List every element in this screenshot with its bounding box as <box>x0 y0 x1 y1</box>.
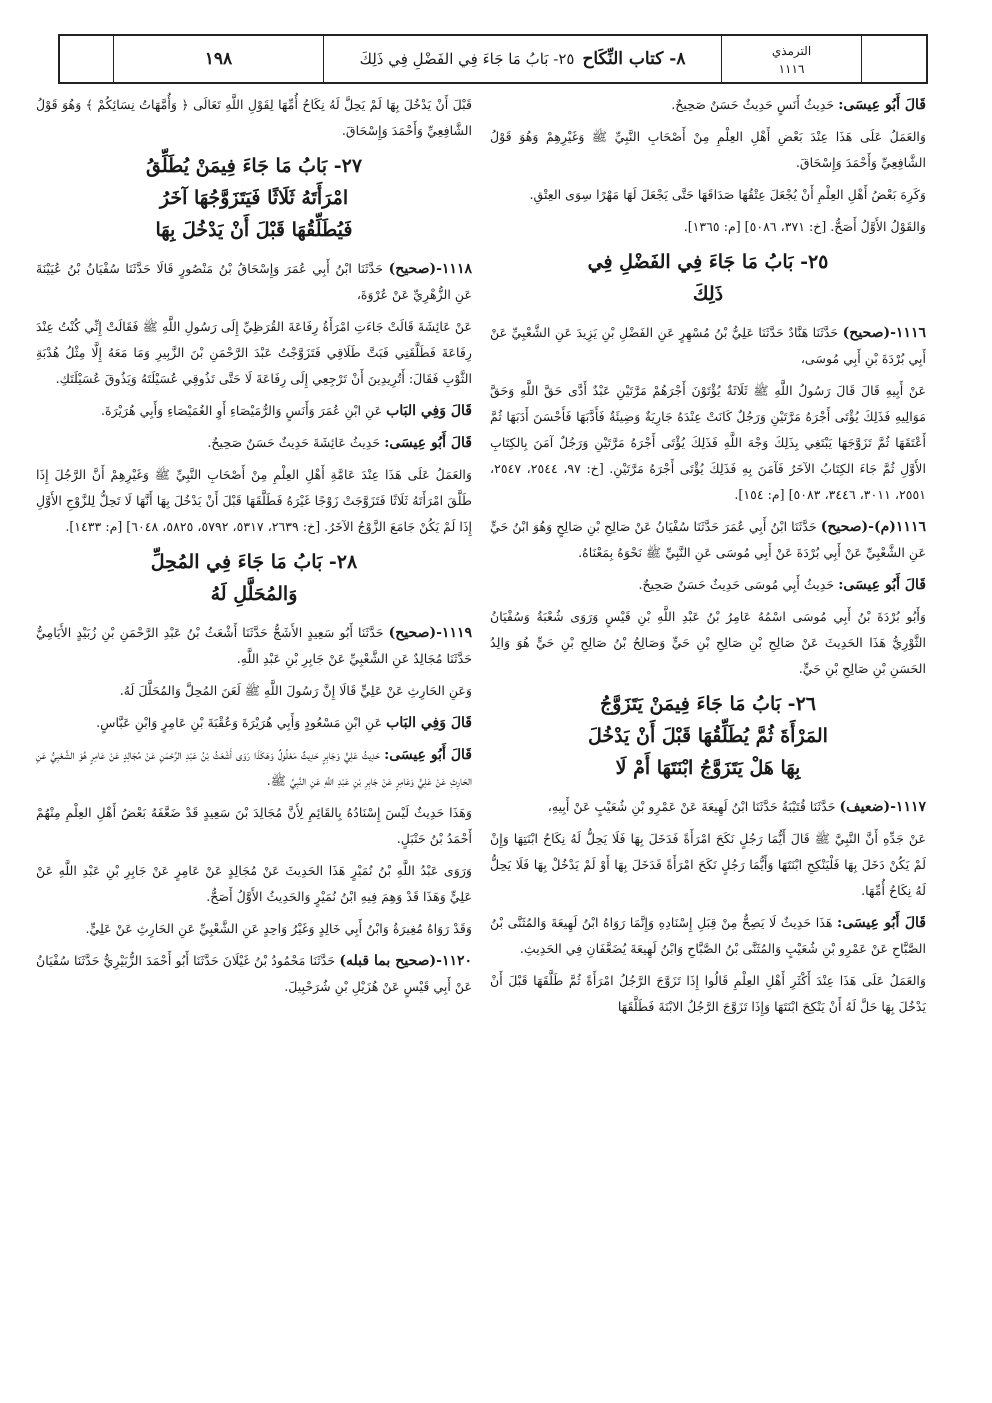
chapter-title: ٢٥- بَابُ مَا جَاءَ فِي الفَضْلِ فِي ذَلِكَ <box>359 50 575 68</box>
left-column <box>36 92 472 1382</box>
fil-bab-label: قَالَ وَفِي البَاب <box>386 715 472 731</box>
paragraph <box>490 92 926 118</box>
abu-isa-label: قَالَ أَبُو عِيسَى: <box>838 577 926 593</box>
chapter-heading-line: ذَلِكَ <box>692 283 724 305</box>
isnad: حَدَّثَنَا هَنَّادٌ حَدَّثَنَا عَلِيُّ بْنُ مُسْهِرٍ عَنِ الفَضْلِ بْنِ يَزِيدَ عَنِ الشَّعْبِيِّ عَنْ أَبِي بُرْدَةَ بْنِ أَبِي مُوسَى، <box>490 325 926 366</box>
chapter-heading-line: ٢٨- بَابُ مَا جَاءَ فِي المُحِلِّ <box>150 551 358 573</box>
isnad: حَدَّثَنَا ابْنُ أَبِي عُمَرَ حَدَّثَنَا سُفْيَانُ عَنْ صَالِحِ بْنِ صَالِحٍ وَهُوَ ابْنُ حَيٍّ عَنِ الشَّعْبِيِّ عَنْ أَبِي بُرْدَةَ عَنْ أَبِي مُوسَى عَنِ النَّبِيِّ ﷺ نَحْوَهُ بِمَعْنَاهُ. <box>490 519 926 560</box>
hadith-1116m <box>490 514 926 566</box>
hadith-1118 <box>36 256 472 308</box>
hadith-number: ١١١٦ <box>778 62 805 76</box>
chapter-heading-line: ٢٥- بَابُ مَا جَاءَ فِي الفَضْلِ فِي <box>587 251 829 273</box>
paragraph: وَالعَمَلُ عَلَى هَذَا عِنْدَ بَعْضِ أَهْلِ العِلْمِ مِنْ أَصْحَابِ النَّبِيِّ ﷺ وَغَيْرِهِمْ وَهُوَ قَوْلُ الشَّافِعِيِّ وَأَحْمَدَ وَإِسْحَاقَ. <box>490 129 926 170</box>
hadith-number-label: ١١١٩-(صحيح) <box>388 625 472 641</box>
paragraph: وَهَذَا حَدِيثٌ لَيْسَ إِسْنَادُهُ بِالقَائِمِ لِأَنَّ مُجَالِدَ بْنَ سَعِيدٍ قَدْ ضَعَّفَهُ بَعْضُ أَهْلِ العِلْمِ مِنْهُمْ أَحْمَدُ بْنُ حَنْبَلٍ. <box>36 805 472 846</box>
matn: عَنْ أَبِيهِ قَالَ قَالَ رَسُولُ اللَّهِ ﷺ ثَلَاثَةٌ يُؤْتَوْنَ أَجْرَهُمْ مَرَّتَيْنِ عَبْدٌ أَدَّى حَقَّ اللَّهِ وَحَقَّ مَوَالِيهِ فَذَلِكَ يُؤْتَى أَجْرَهُ مَرَّتَيْنِ وَرَجُلٌ كَانَتْ عِنْدَهُ جَارِيَةٌ وَضِيئَةٌ فَأَدَّبَهَا فَأَحْسَنَ أَدَبَهَا ثُمَّ أَعْتَقَهَا ثُمَّ تَزَوَّجَهَا يَبْتَغِي بِذَلِكَ وَجْهَ اللَّهِ فَذَلِكَ يُؤْتَى أَجْرَهُ مَرَّتَيْنِ وَرَجُلٌ آمَنَ بِالكِتَابِ الأَوَّلِ ثُمَّ جَاءَ الكِتَابُ الآخَرُ فَآمَنَ بِهِ فَذَلِكَ يُؤْتَى أَجْرَهُ مَرَّتَيْنِ. [خ: ٩٧، ٢٥٤٤، ٢٥٤٧، ٢٥٥١، ٣٠١١، ٣٤٤٦، ٥٠٨٣] [م: ١٥٤]. <box>490 383 926 502</box>
chapter-heading-26 <box>490 688 926 784</box>
matn: وَعَنِ الحَارِثِ عَنْ عَلِيٍّ قَالَا إِنَّ رَسُولَ اللَّهِ ﷺ لَعَنَ المُحِلَّ وَالمُحَلَّلَ لَهُ. <box>119 683 472 698</box>
chapter-heading-line: المَرْأَةَ ثُمَّ يُطَلِّقُهَا قَبْلَ أَنْ يَدْخُلَ <box>588 725 828 747</box>
chapter-heading-28 <box>36 546 472 610</box>
page-number: ١٩٨ <box>114 36 324 82</box>
hadith-number-label: ١١١٦-(صحيح) <box>842 325 926 341</box>
hadith-number-label: ١١٢٠-(صحيح بما قبله) <box>339 953 472 969</box>
author-label: الترمذي <box>771 44 812 58</box>
hadith-number-label: ١١١٨-(صحيح) <box>388 261 472 277</box>
paragraph-text: عَنِ ابْنِ مَسْعُودٍ وَأَبِي هُرَيْرَةَ وَعُقْبَةَ بْنِ عَامِرٍ وَابْنِ عَبَّاسٍ. <box>96 715 383 730</box>
paragraph <box>36 710 472 736</box>
fil-bab-label: قَالَ وَفِي البَاب <box>386 403 472 419</box>
isnad: حَدَّثَنَا ابْنُ أَبِي عُمَرَ وَإِسْحَاقُ بْنُ مَنْصُورٍ قَالَا حَدَّثَنَا سُفْيَانُ بْنُ عُيَيْنَةَ عَنِ الزُّهْرِيِّ عَنْ عُرْوَةَ، <box>36 261 472 302</box>
abu-isa-label: قَالَ أَبُو عِيسَى: <box>384 435 472 451</box>
paragraph-text: هَذَا حَدِيثٌ لَا يَصِحُّ مِنْ قِبَلِ إِسْنَادِهِ وَإِنَّمَا رَوَاهُ ابْنُ لَهِيعَةَ وَالمُثَنَّى بْنُ الصَّبَّاحِ عَنْ عَمْرِو بْنِ شُعَيْبٍ وَالمُثَنَّى بْنُ الصَّبَّاحِ وَابْنُ لَهِيعَةَ يُضَعَّفَانِ فِي الحَدِيثِ. <box>490 915 926 956</box>
chapter-heading-line: امْرَأَتَهُ ثَلَاثًا فَيَتَزَوَّجُهَا آخَرُ <box>159 187 349 209</box>
hadith-number-label: ١١١٦(م)-(صحيح) <box>820 519 926 535</box>
paragraph: وَكَرِهَ بَعْضُ أَهْلِ العِلْمِ أَنْ يُجْعَلَ عِتْقُهَا صَدَاقَهَا حَتَّى يَجْعَلَ لَهَا مَهْرًا سِوَى العِتْقِ. <box>529 187 926 202</box>
paragraph-text: حَدِيثُ عَلِيٍّ وَجَابِرٍ حَدِيثٌ مَعْلُولٌ وَهَكَذَا رَوَى أَشْعَثُ بْنُ عَبْدِ الرَّحْمَنِ عَنْ مُجَالِدٍ عَنْ عَامِرٍ هُوَ الشَّعْبِيُّ عَنِ الحَارِثِ عَنْ عَلِيٍّ وَعَامِرٍ عَنْ جَابِرِ بْنِ عَبْدِ اللَّهِ عَنِ النَّبِيِّ ﷺ. <box>36 747 472 788</box>
paragraph: وَالقَوْلُ الأَوَّلُ أَصَحُّ. [خ: ٣٧١، ٥٠٨٦] [م: ١٣٦٥]. <box>683 219 926 234</box>
chapter-heading-25 <box>490 246 926 310</box>
abu-isa-label: قَالَ أَبُو عِيسَى: <box>384 747 472 763</box>
hadith-1119 <box>36 620 472 672</box>
paragraph: وَرَوَى عَبْدُ اللَّهِ بْنُ نُمَيْرٍ هَذَا الحَدِيثَ عَنْ مُجَالِدٍ عَنْ عَامِرٍ عَنْ جَابِرِ بْنِ عَبْدِ اللَّهِ عَنْ عَلِيٍّ وَهَذَا قَدْ وَهِمَ فِيهِ ابْنُ نُمَيْرٍ وَالحَدِيثُ الأَوَّلُ أَصَحُّ. <box>36 863 472 904</box>
paragraph-text: حَدِيثُ عَائِشَةَ حَدِيثٌ حَسَنٌ صَحِيحٌ. <box>207 435 381 450</box>
paragraph: قَبْلَ أَنْ يَدْخُلَ بِهَا لَمْ يَحِلَّ لَهُ نِكَاحُ أُمِّهَا لِقَوْلِ اللَّهِ تَعَالَى ﴿ وَأُمَّهَاتُ نِسَائِكُمْ ﴾ وَهُوَ قَوْلُ الشَّافِعِيِّ وَأَحْمَدَ وَإِسْحَاقَ. <box>36 97 472 138</box>
hadith-range <box>722 36 862 82</box>
book-title: ٨- كتاب النِّكَاح <box>582 49 686 69</box>
chapter-heading-line: ٢٧- بَابُ مَا جَاءَ فِيمَنْ يُطَلِّقُ <box>145 155 363 177</box>
abu-isa-label: قَالَ أَبُو عِيسَى: <box>838 97 926 113</box>
paragraph: وَأَبُو بُرْدَةَ بْنُ أَبِي مُوسَى اسْمُهُ عَامِرُ بْنُ عَبْدِ اللَّهِ بْنِ قَيْسٍ وَرَوَى شُعْبَةُ وَسُفْيَانُ الثَّوْرِيُّ هَذَا الحَدِيثَ عَنْ صَالِحِ بْنِ صَالِحِ بْنِ حَيٍّ وَصَالِحُ بْنُ صَالِحِ بْنِ حَيٍّ هُوَ وَالِدُ الحَسَنِ بْنِ صَالِحِ بْنِ حَيٍّ. <box>490 609 926 676</box>
isnad: حَدَّثَنَا أَبُو سَعِيدٍ الأَشَجُّ حَدَّثَنَا أَشْعَثُ بْنُ عَبْدِ الرَّحْمَنِ بْنِ زُبَيْدٍ الأَيَامِيُّ حَدَّثَنَا مُجَالِدٌ عَنِ الشَّعْبِيِّ عَنْ جَابِرِ بْنِ عَبْدِ اللَّهِ. <box>36 625 472 666</box>
paragraph: وَقَدْ رَوَاهُ مُغِيرَةُ وَابْنُ أَبِي خَالِدٍ وَغَيْرُ وَاحِدٍ عَنِ الشَّعْبِيِّ عَنِ الحَارِثِ عَنْ عَلِيٍّ. <box>85 921 472 936</box>
chapter-heading-line: وَالمُحَلَّلِ لَهُ <box>210 583 298 605</box>
hadith-1116 <box>490 320 926 372</box>
paragraph <box>36 398 472 424</box>
chapter-heading-line: ٢٦- بَابُ مَا جَاءَ فِيمَنْ يَتَزَوَّجُ <box>600 693 816 715</box>
running-title <box>324 36 722 82</box>
hadith-1120 <box>36 948 472 1000</box>
paragraph-text: حَدِيثُ أَنَسٍ حَدِيثٌ حَسَنٌ صَحِيحٌ. <box>671 97 835 112</box>
paragraph: وَالعَمَلُ عَلَى هَذَا عِنْدَ عَامَّةِ أَهْلِ العِلْمِ مِنْ أَصْحَابِ النَّبِيِّ ﷺ وَغَيْرِهِمْ أَنَّ الرَّجُلَ إِذَا طَلَّقَ امْرَأَتَهُ ثَلَاثًا فَتَزَوَّجَتْ زَوْجًا غَيْرَهُ فَطَلَّقَهَا قَبْلَ أَنْ يَدْخُلَ بِهَا أَنَّهَا لَا تَحِلُّ لِلزَّوْجِ الأَوَّلِ إِذَا لَمْ يَكُنْ جَامَعَ الزَّوْجُ الآخَرُ. [خ: ٢٦٣٩، ٥٣١٧، ٥٧٩٢، ٥٨٢٥، ٦٠٤٨] [م: ١٤٣٣]. <box>36 467 472 534</box>
matn: عَنْ عَائِشَةَ قَالَتْ جَاءَتِ امْرَأَةُ رِفَاعَةَ القُرَظِيِّ إِلَى رَسُولِ اللَّهِ ﷺ فَقَالَتْ إِنِّي كُنْتُ عِنْدَ رِفَاعَةَ فَطَلَّقَنِي فَبَتَّ طَلَاقِي فَتَزَوَّجْتُ عَبْدَ الرَّحْمَنِ بْنَ الزَّبِيرِ وَمَا مَعَهُ إِلَّا مِثْلُ هُدْبَةِ الثَّوْبِ فَقَالَ: أَتُرِيدِينَ أَنْ تَرْجِعِي إِلَى رِفَاعَةَ لَا حَتَّى تَذُوقِي عُسَيْلَتَهُ وَيَذُوقَ عُسَيْلَتَكِ. <box>36 319 472 386</box>
header-empty-right <box>862 36 926 82</box>
isnad: حَدَّثَنَا قُتَيْبَةُ حَدَّثَنَا ابْنُ لَهِيعَةَ عَنْ عَمْرِو بْنِ شُعَيْبٍ عَنْ أَبِيهِ، <box>547 799 836 814</box>
right-column <box>490 92 926 1382</box>
hadith-1117 <box>490 794 926 820</box>
paragraph-text: حَدِيثُ أَبِي مُوسَى حَدِيثٌ حَسَنٌ صَحِيحٌ. <box>638 577 835 592</box>
paragraph <box>36 742 472 794</box>
chapter-heading-27 <box>36 150 472 246</box>
header-empty-left <box>60 36 114 82</box>
page-header <box>58 34 928 84</box>
chapter-heading-line: فَيُطَلِّقُهَا قَبْلَ أَنْ يَدْخُلَ بِهَا <box>155 219 353 241</box>
matn: عَنْ جَدِّهِ أَنَّ النَّبِيَّ ﷺ قَالَ أَيُّمَا رَجُلٍ نَكَحَ امْرَأَةً فَدَخَلَ بِهَا فَلَا يَحِلُّ لَهُ نِكَاحُ ابْنَتِهَا وَإِنْ لَمْ يَكُنْ دَخَلَ بِهَا فَلْيَنْكِحِ ابْنَتَهَا وَأَيُّمَا رَجُلٍ نَكَحَ امْرَأَةً فَدَخَلَ بِهَا أَوْ لَمْ يَدْخُلْ بِهَا فَلَا يَحِلُّ لَهُ نِكَاحُ أُمِّهَا. <box>490 831 926 898</box>
isnad: حَدَّثَنَا مَحْمُودُ بْنُ غَيْلَانَ حَدَّثَنَا أَبُو أَحْمَدَ الزُّبَيْرِيُّ حَدَّثَنَا سُفْيَانُ عَنْ أَبِي قَيْسٍ عَنْ هُزَيْلِ بْنِ شُرَحْبِيلَ. <box>36 953 472 994</box>
hadith-number-label: ١١١٧-(ضعيف) <box>839 799 926 815</box>
abu-isa-label: قَالَ أَبُو عِيسَى: <box>837 915 926 931</box>
paragraph: وَالعَمَلُ عَلَى هَذَا عِنْدَ أَكْثَرِ أَهْلِ العِلْمِ قَالُوا إِذَا تَزَوَّجَ الرَّجُلُ امْرَأَةً ثُمَّ طَلَّقَهَا قَبْلَ أَنْ يَدْخُلَ بِهَا حَلَّ لَهُ أَنْ يَنْكِحَ ابْنَتَهَا وَإِذَا تَزَوَّجَ الرَّجُلُ الابْنَةَ فَطَلَّقَهَا <box>490 973 926 1014</box>
paragraph <box>490 910 926 962</box>
paragraph <box>36 430 472 456</box>
paragraph <box>490 572 926 598</box>
paragraph-text: عَنِ ابْنِ عُمَرَ وَأَنَسٍ وَالرُّمَيْصَاءِ أَوِ الغُمَيْصَاءِ وَأَبِي هُرَيْرَةَ. <box>100 403 383 418</box>
chapter-heading-line: بِهَا هَلْ يَتَزَوَّجُ ابْنَتَهَا أَمْ لَا <box>615 757 801 779</box>
